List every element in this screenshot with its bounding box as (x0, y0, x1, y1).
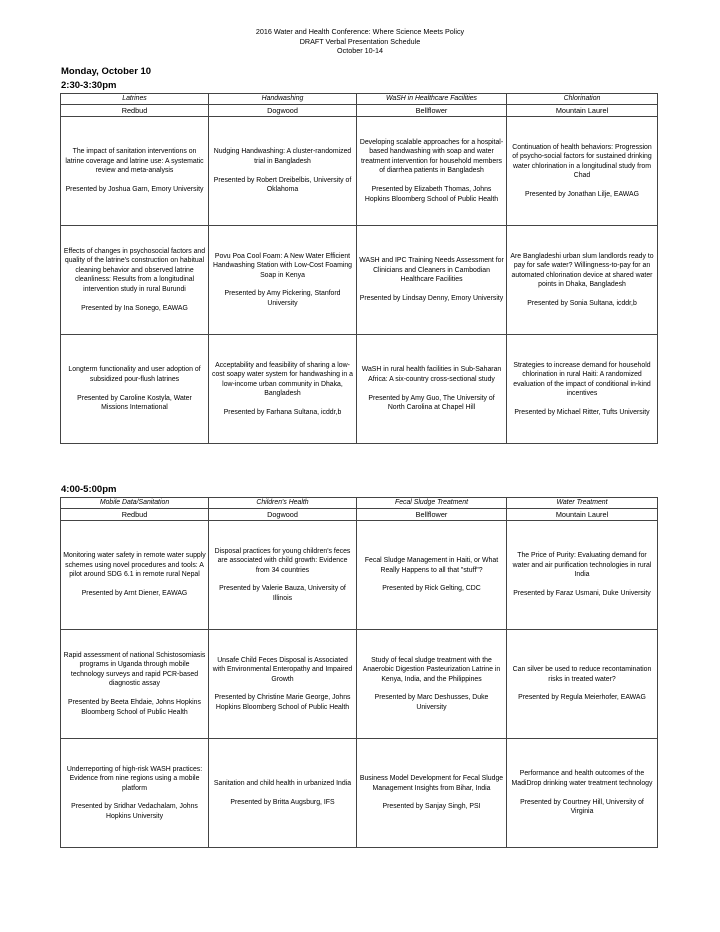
session-presenter: Presented by Michael Ritter, Tufts University (514, 408, 650, 416)
session-presenter: Presented by Caroline Kostyla, Water Missions International (77, 394, 192, 412)
time-slot-heading: 2:30-3:30pm (61, 80, 117, 91)
session-title: Sanitation and child health in urbanized India (213, 779, 352, 787)
session-cell (507, 630, 658, 739)
session-presenter: Presented by Courtney Hill, University of Virginia (520, 798, 644, 816)
session-title: Underreporting of high-risk WASH practices: Evidence from nine regions using a mobile platform (66, 765, 203, 792)
session-presenter: Presented by Arnt Diener, EAWAG (81, 590, 188, 598)
session-title: Can silver be used to reduce recontamination risks in treated water? (512, 666, 652, 683)
session-cell (209, 521, 357, 630)
session-title: Rapid assessment of national Schistosomiasis programs in Uganda through mobile technology surveys and rapid PCR-based diagnostic assay (63, 652, 206, 688)
session-presenter: Presented by Elizabeth Thomas, Johns Hopkins Bloomberg School of Public Health (364, 186, 499, 203)
room-row (61, 105, 658, 117)
track-header: Chlorination (507, 94, 658, 105)
session-title: WaSH in rural health facilities in Sub-Saharan Africa: A six-country cross-sectional study (361, 366, 502, 383)
session-cell (209, 630, 357, 739)
session-presenter: Presented by Lindsay Denny, Emory University (359, 295, 504, 303)
session-presenter: Presented by Robert Dreibelbis, University of Oklahoma (213, 176, 352, 194)
schedule-table (60, 497, 658, 848)
session-presenter: Presented by Amy Pickering, Stanford University (224, 290, 341, 307)
session-cell (357, 739, 507, 848)
session-cell (61, 630, 209, 739)
session-row (61, 117, 658, 226)
schedule-table (60, 93, 658, 444)
session-cell (209, 117, 357, 226)
session-title: Developing scalable approaches for a hospital-based handwashing with soap and water treatment intervention for household members of diarrhea patients in Bangladesh (359, 139, 504, 175)
session-title: Strategies to increase demand for household chlorination in rural Haiti: A randomized evaluation of the impact of conditional in-kind incentives (513, 361, 651, 397)
track-header-row (61, 94, 658, 105)
track-header: Latrines (61, 94, 209, 105)
room-name: Dogwood (209, 509, 357, 521)
session-presenter: Presented by Marc Deshusses, Duke University (374, 694, 489, 711)
room-name: Dogwood (209, 105, 357, 117)
session-presenter: Presented by Faraz Usmani, Duke University (513, 590, 651, 598)
session-title: Business Model Development for Fecal Sludge Management Insights from Bihar, India (359, 775, 504, 792)
session-title: Unsafe Child Feces Disposal is Associated with Environmental Enteropathy and Impaired Growth (212, 656, 353, 683)
session-title: Acceptability and feasibility of sharing a low-cost soapy water system for handwashing in a low-income urban community in Dhaka, Bangladesh (212, 361, 353, 397)
track-header: Fecal Sludge Treatment (357, 498, 507, 509)
room-name: Redbud (61, 509, 209, 521)
session-title: The impact of sanitation interventions on latrine coverage and latrine use: A systematic review and meta-analysis (65, 148, 204, 175)
conference-dates: October 10-14 (337, 46, 383, 56)
track-header: Children's Health (209, 498, 357, 509)
session-presenter: Presented by Beeta Ehdaie, Johns Hopkins Bloomberg School of Public Health (68, 699, 201, 716)
session-cell (507, 739, 658, 848)
session-presenter: Presented by Valerie Bauza, University of Illinois (219, 585, 346, 602)
session-cell (209, 226, 357, 335)
session-presenter: Presented by Sanjay Singh, PSI (382, 803, 481, 811)
session-cell (61, 739, 209, 848)
session-row (61, 521, 658, 630)
session-presenter: Presented by Ina Sonego, EAWAG (81, 304, 188, 312)
session-cell (507, 226, 658, 335)
session-title: Study of fecal sludge treatment with the Anaerobic Digestion Pasteurization Latrine in Kenya, India, and the Philippines (362, 656, 501, 683)
room-name: Bellflower (357, 105, 507, 117)
track-header: Handwashing (209, 94, 357, 105)
session-row (61, 739, 658, 848)
document-header (0, 27, 720, 56)
session-title: Disposal practices for young children's feces are associated with child growth: Evidence from 34 countries (214, 547, 351, 574)
session-title: Effects of changes in psychosocial factors and quality of the latrine's construction on habitual cleaning behavior and observed latrine cleanliness: Results from a longitudinal intervention study in rural Burundi (63, 248, 206, 293)
session-title: Monitoring water safety in remote water supply schemes using novel procedures and tools: A pilot around SDG 6.1 in remote rural Nepal (63, 552, 206, 579)
session-title: The Price of Purity: Evaluating demand for water and air purification technologies in rural India (512, 552, 652, 579)
session-cell (357, 226, 507, 335)
session-title: Fecal Sludge Management in Haiti, or What Really Happens to all that "stuff"? (364, 557, 499, 574)
session-presenter: Presented by Rick Gelting, CDC (382, 585, 481, 593)
session-cell (357, 521, 507, 630)
schedule-subtitle: DRAFT Verbal Presentation Schedule (299, 36, 421, 46)
session-cell (507, 117, 658, 226)
track-header-row (61, 498, 658, 509)
room-name: Mountain Laurel (507, 105, 658, 117)
session-cell (209, 335, 357, 444)
session-row (61, 226, 658, 335)
room-name: Mountain Laurel (507, 509, 658, 521)
track-header: WaSH in Healthcare Facilities (357, 94, 507, 105)
session-title: Nudging Handwashing: A cluster-randomized trial in Bangladesh (213, 148, 352, 165)
time-slot-heading: 4:00-5:00pm (61, 484, 117, 495)
session-cell (61, 521, 209, 630)
session-title: Continuation of health behaviors: Progression of psycho-social factors for sustained drinking water chlorination in a longitudinal study from Chad (512, 143, 652, 179)
conference-title: 2016 Water and Health Conference: Where Science Meets Policy (255, 27, 465, 36)
room-name: Bellflower (357, 509, 507, 521)
session-presenter: Presented by Christine Marie George, Johns Hopkins Bloomberg School of Public Health (214, 694, 351, 711)
session-cell (61, 117, 209, 226)
session-presenter: Presented by Joshua Garn, Emory University (65, 186, 204, 194)
session-row (61, 630, 658, 739)
session-presenter: Presented by Jonathan Lilje, EAWAG (524, 190, 639, 198)
track-header: Water Treatment (507, 498, 658, 509)
session-presenter: Presented by Britta Augsburg, IFS (230, 798, 335, 806)
session-presenter: Presented by Sridhar Vedachalam, Johns Hopkins University (71, 803, 198, 820)
day-heading: Monday, October 10 (61, 66, 152, 77)
session-cell (357, 117, 507, 226)
track-header: Mobile Data/Sanitation (61, 498, 209, 509)
session-title: Performance and health outcomes of the MadiDrop drinking water treatment technology (511, 770, 653, 787)
session-title: WASH and IPC Training Needs Assessment for Clinicians and Cleaners in Cambodian Healthcare Facilities (359, 257, 504, 284)
session-row (61, 335, 658, 444)
session-title: Are Bangladeshi urban slum landlords ready to pay for safe water? Willingness-to-pay for an automated chlorination device at shared water points in Dhaka, Bangladesh (510, 252, 654, 288)
room-row (61, 509, 658, 521)
session-presenter: Presented by Regula Meierhofer, EAWAG (518, 694, 646, 702)
session-cell (507, 521, 658, 630)
session-presenter: Presented by Farhana Sultana, icddr,b (223, 408, 342, 416)
session-presenter: Presented by Sonia Sultana, icddr,b (527, 299, 637, 307)
room-name: Redbud (61, 105, 209, 117)
session-presenter: Presented by Amy Guo, The University of North Carolina at Chapel Hill (368, 394, 495, 412)
session-cell (209, 739, 357, 848)
session-cell (61, 335, 209, 444)
session-title: Povu Poa Cool Foam: A New Water Efficient Handwashing Station with Low-Cost Foaming Soap in Kenya (212, 252, 353, 279)
session-title: Longterm functionality and user adoption of subsidized pour-flush latrines (68, 366, 201, 383)
session-cell (357, 630, 507, 739)
session-cell (507, 335, 658, 444)
session-cell (357, 335, 507, 444)
session-cell (61, 226, 209, 335)
